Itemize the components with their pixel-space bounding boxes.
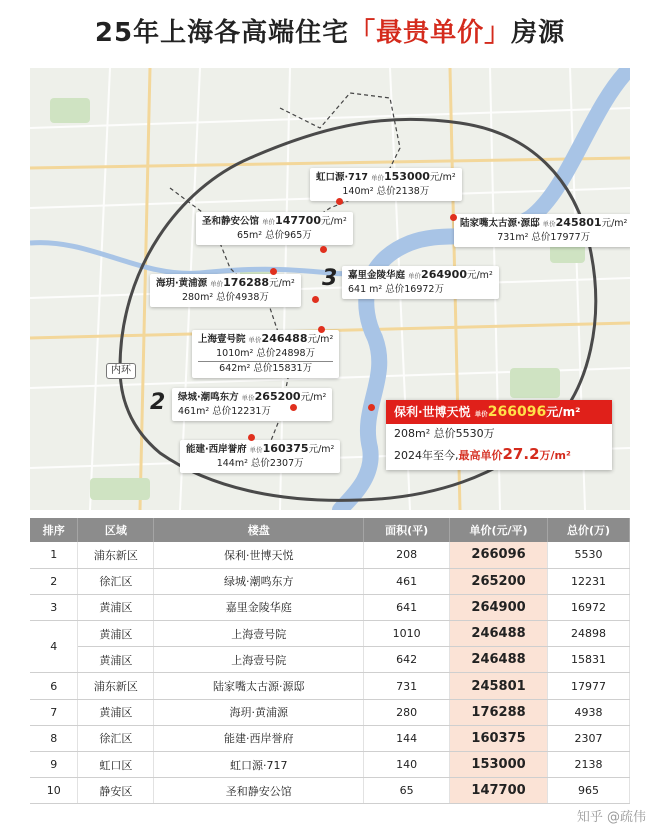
callout-price: 246488 xyxy=(261,332,308,345)
callout-price: 160375 xyxy=(262,442,309,455)
location-dot xyxy=(312,296,319,303)
callout-price: 265200 xyxy=(254,390,301,403)
cell-total: 17977 xyxy=(548,673,630,699)
table-row xyxy=(30,673,630,699)
table-row xyxy=(30,647,630,673)
note-unit: 万/m² xyxy=(539,449,571,462)
cell-rank: 3 xyxy=(30,594,78,620)
location-dot xyxy=(248,434,255,441)
cell-district: 浦东新区 xyxy=(78,673,154,699)
cell-total: 15831 xyxy=(548,647,630,673)
cell-district: 黄浦区 xyxy=(78,647,154,673)
cell-area: 642 xyxy=(364,647,450,673)
cell-project: 虹口源·717 xyxy=(154,752,364,778)
callout-name: 陆家嘴太古源·源邸 xyxy=(460,218,540,229)
cell-price: 246488 xyxy=(450,647,548,673)
cell-area: 1010 xyxy=(364,621,450,647)
table-row xyxy=(30,621,630,647)
rank-badge: 3 xyxy=(322,266,338,291)
callout-detail: 1010m² 总价24898万 xyxy=(198,347,333,362)
cell-district: 黄浦区 xyxy=(78,621,154,647)
callout-detail: 140m² 总价2138万 xyxy=(342,186,430,197)
callout-unit: 元/m² xyxy=(429,172,456,183)
cell-project: 嘉里金陵华庭 xyxy=(154,594,364,620)
table-row xyxy=(30,568,630,594)
cell-rank: 10 xyxy=(30,778,78,804)
callout-price: 176288 xyxy=(223,276,270,289)
cell-area: 140 xyxy=(364,752,450,778)
callout-detail-2: 642m² 总价15831万 xyxy=(219,363,313,374)
table-row xyxy=(30,752,630,778)
callout-detail: 280m² 总价4938万 xyxy=(181,292,269,303)
cell-total: 16972 xyxy=(548,594,630,620)
cell-rank: 9 xyxy=(30,752,78,778)
callout-unit: 元/m² xyxy=(466,270,493,281)
top-ranked-header xyxy=(386,400,612,424)
callout-lvcheng xyxy=(172,388,332,421)
cell-project: 能建·西岸誉府 xyxy=(154,725,364,751)
cell-project: 上海壹号院 xyxy=(154,621,364,647)
callout-price: 245801 xyxy=(555,216,602,229)
unit-label: 单价 xyxy=(370,174,384,182)
callout-detail: 731m² 总价17977万 xyxy=(497,232,591,243)
callout-detail: 641 m² 总价16972万 xyxy=(348,284,444,295)
callout-taikooyuan xyxy=(454,214,630,247)
top-ranked-note xyxy=(386,444,612,466)
header-area: 面积(平) xyxy=(364,518,450,542)
cell-project: 绿城·潮鸣东方 xyxy=(154,568,364,594)
inner-ring-label: 内环 xyxy=(106,363,136,379)
callout-name: 嘉里金陵华庭 xyxy=(348,270,406,281)
cell-area: 641 xyxy=(364,594,450,620)
cell-rank: 8 xyxy=(30,725,78,751)
note-prefix: 2024年至今, xyxy=(394,449,459,462)
unit-label: 单价 xyxy=(262,218,276,226)
cell-district: 徐汇区 xyxy=(78,725,154,751)
note-red: 最高单价 xyxy=(458,449,503,462)
cell-total: 2138 xyxy=(548,752,630,778)
header-rank: 排序 xyxy=(30,518,78,542)
callout-name: 虹口源·717 xyxy=(316,172,368,183)
callout-price: 264900 xyxy=(421,268,467,281)
callout-name: 圣和静安公馆 xyxy=(202,216,260,227)
cell-area: 731 xyxy=(364,673,450,699)
callout-unit: 元/m² xyxy=(269,278,295,289)
cell-total: 4938 xyxy=(548,699,630,725)
header-total: 总价(万) xyxy=(548,518,630,542)
cell-rank: 7 xyxy=(30,699,78,725)
title-suffix: 房源 xyxy=(511,17,566,48)
table-row xyxy=(30,594,630,620)
cell-price: 160375 xyxy=(450,725,548,751)
location-dot xyxy=(290,404,297,411)
callout-unit: 元/m² xyxy=(320,216,347,227)
cell-rank: 1 xyxy=(30,542,78,568)
cell-district: 虹口区 xyxy=(78,752,154,778)
top-ranked-callout xyxy=(386,400,612,470)
cell-district: 静安区 xyxy=(78,778,154,804)
callout-detail: 65m² 总价965万 xyxy=(236,230,312,241)
cell-district: 黄浦区 xyxy=(78,594,154,620)
cell-price: 264900 xyxy=(450,594,548,620)
watermark: 知乎 @疏伟 xyxy=(576,810,646,825)
cell-total: 2307 xyxy=(548,725,630,751)
cell-price: 147700 xyxy=(450,778,548,804)
cell-rank: 4 xyxy=(30,621,78,673)
cell-district: 黄浦区 xyxy=(78,699,154,725)
unit-label: 单价 xyxy=(542,220,556,228)
note-value: 27.2 xyxy=(502,445,540,463)
location-dot xyxy=(270,268,277,275)
unit-label: 单价 xyxy=(248,336,262,344)
title-prefix: 25年上海各高端住宅 xyxy=(94,17,350,48)
table-header-row xyxy=(30,518,630,542)
callout-name: 上海壹号院 xyxy=(198,334,246,345)
cell-area: 144 xyxy=(364,725,450,751)
cell-project: 陆家嘴太古源·源邸 xyxy=(154,673,364,699)
callout-detail: 461m² 总价12231万 xyxy=(178,406,271,417)
unit-label: 单价 xyxy=(408,272,422,280)
callout-unit: 元/m² xyxy=(300,392,327,403)
cell-price: 266096 xyxy=(450,542,548,568)
unit-label: 单价 xyxy=(241,394,255,402)
cell-rank: 2 xyxy=(30,568,78,594)
top-ranked-name: 保利·世博天悦 xyxy=(394,405,471,419)
table-row xyxy=(30,699,630,725)
table-row xyxy=(30,542,630,568)
cell-project: 圣和静安公馆 xyxy=(154,778,364,804)
cell-total: 12231 xyxy=(548,568,630,594)
rank-badge: 2 xyxy=(150,390,166,415)
top-ranked-price: 266096 xyxy=(487,404,547,420)
cell-total: 5530 xyxy=(548,542,630,568)
callout-unit: 元/m² xyxy=(601,218,628,229)
location-dot xyxy=(450,214,457,221)
callout-price: 153000 xyxy=(383,170,430,183)
top-ranked-detail: 208m² 总价5530万 xyxy=(394,427,495,440)
table-row xyxy=(30,778,630,804)
unit-label: 单价 xyxy=(249,446,263,454)
callout-haiyue xyxy=(150,274,301,307)
cell-total: 965 xyxy=(548,778,630,804)
title-highlight: 「最贵单价」 xyxy=(349,17,512,48)
cell-district: 浦东新区 xyxy=(78,542,154,568)
location-dot xyxy=(368,404,375,411)
callout-yihaoyuan xyxy=(192,330,339,378)
cell-project: 海玥·黄浦源 xyxy=(154,699,364,725)
callout-shenghe xyxy=(196,212,353,245)
cell-total: 24898 xyxy=(548,621,630,647)
cell-project: 上海壹号院 xyxy=(154,647,364,673)
header-price: 单价(元/平) xyxy=(450,518,548,542)
page-title xyxy=(0,0,660,60)
callout-unit: 元/m² xyxy=(307,334,334,345)
unit-label: 单价 xyxy=(210,280,224,288)
cell-area: 208 xyxy=(364,542,450,568)
cell-area: 280 xyxy=(364,699,450,725)
callout-jiali xyxy=(342,266,499,299)
ranking-table xyxy=(30,518,630,804)
header-project: 楼盘 xyxy=(154,518,364,542)
cell-project: 保利·世博天悦 xyxy=(154,542,364,568)
callout-hongkouyuan xyxy=(310,168,462,201)
cell-district: 徐汇区 xyxy=(78,568,154,594)
callout-detail: 144m² 总价2307万 xyxy=(216,458,304,469)
table-row xyxy=(30,725,630,751)
callout-unit: 元/m² xyxy=(308,444,335,455)
location-dot xyxy=(318,326,325,333)
cell-price: 246488 xyxy=(450,621,548,647)
header-district: 区域 xyxy=(78,518,154,542)
cell-rank: 6 xyxy=(30,673,78,699)
callout-name: 能建·西岸誉府 xyxy=(186,444,247,455)
location-dot xyxy=(320,246,327,253)
cell-area: 65 xyxy=(364,778,450,804)
callout-name: 海玥·黄浦源 xyxy=(156,278,208,289)
cell-area: 461 xyxy=(364,568,450,594)
location-dot xyxy=(336,198,343,205)
top-ranked-unit: 元/m² xyxy=(546,405,581,419)
unit-label: 单价 xyxy=(474,410,488,418)
cell-price: 153000 xyxy=(450,752,548,778)
cell-price: 265200 xyxy=(450,568,548,594)
callout-name: 绿城·潮鸣东方 xyxy=(178,392,239,403)
cell-price: 176288 xyxy=(450,699,548,725)
cell-price: 245801 xyxy=(450,673,548,699)
callout-price: 147700 xyxy=(275,214,321,227)
callout-nengjian xyxy=(180,440,340,473)
